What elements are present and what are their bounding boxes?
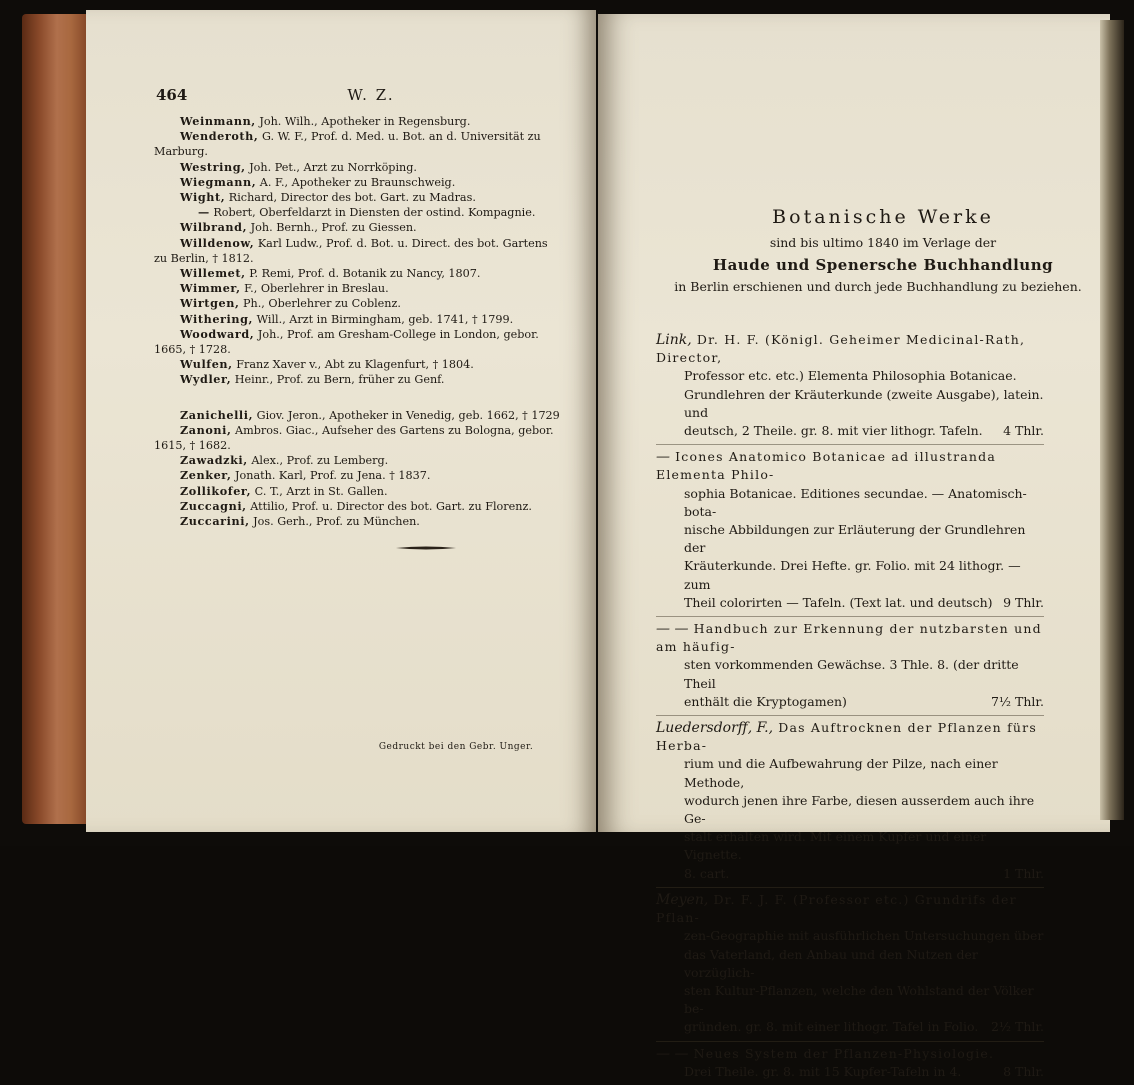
book-line: wodurch jenen ihre Farbe, diesen ausserdem auch ihre Ge- [684,792,1035,827]
entry-row [154,296,599,311]
book-last-line [656,693,1044,711]
entry-continuation: zu Berlin, † 1812. [154,251,254,265]
printer-imprint: Gedruckt bei den Gebr. Unger. [378,742,534,752]
book-first-line [656,891,1044,927]
right-page [598,14,1110,1079]
entry-name: Zawadzki, [180,453,248,468]
entry-text: Richard, Director des bot. Gart. zu Madras. [225,191,476,205]
entry-name: — [198,205,210,220]
book-last-line [656,594,1044,612]
entry-text: Robert, Oberfeldarzt in Diensten der ostind. Kompagnie. [209,206,536,220]
entry-text: C. T., Arzt in St. Gallen. [251,484,388,498]
entry-text: Joh., Prof. am Gresham-College in London, gebor. [254,327,539,341]
entry-row [154,266,599,281]
book-line-text: deutsch, 2 Theile. gr. 8. mit vier lithogr. Tafeln. [684,423,983,439]
entry-row [154,312,599,327]
book-author: Luedersdorff, F., [656,720,774,737]
entry-continuation: 1665, † 1728. [154,343,231,357]
section-gap [154,388,599,408]
left-page [86,10,596,832]
entry-text: Jos. Gerh., Prof. zu München. [249,515,420,529]
book-line-text: gründen. gr. 8. mit einer lithogr. Tafel in Folio. [684,1019,979,1035]
entry-name: Zuccarini, [180,514,250,529]
book-line: Professor etc. etc.) Elementa Philosophia Botanicae. [684,368,1017,384]
book-line: sten vorkommenden Gewächse. 3 Thle. 8. (der dritte Theil [684,657,1019,691]
entry-row [154,453,599,468]
book-line: rium und die Aufbewahrung der Pilze, nach einer Methode, [684,756,998,790]
entry-continuation: 1615, † 1682. [154,439,231,453]
book-line: sten Kultur-Pflanzen, welche den Wohlstand der Völker be- [684,982,1034,1017]
book-author: — [656,449,670,466]
book-line: zen-Geographie mit ausführlichen Untersuchungen über [684,928,1044,944]
entry-name: Wulfen, [180,357,233,372]
book-author: Link, [656,332,692,348]
book-first-line [656,719,1044,755]
book-line: sophia Botanicae. Editiones secundae. — Anatomisch-bota- [684,485,1027,519]
book-entry [656,331,1044,440]
entry-row [154,408,599,423]
book-spine [22,14,92,824]
book-line: nische Abbildungen zur Erläuterung der Grundlehren der [684,522,1026,556]
entry-name: Willemet, [180,266,246,281]
entries-w [154,114,599,388]
book-price: 4 Thlr. [1003,423,1044,439]
book-text: Dr. F. J. F. (Professor etc.) Grundrifs der Pflan- [656,891,1017,926]
entry-name: Wydler, [180,372,232,387]
book-line: stalt erhalten wird. Mit einem Kupfer und einer Vignette. [684,829,987,863]
page-edges [1100,20,1124,820]
entry-name: Wilbrand, [180,220,248,235]
entry-name: Weinmann, [180,114,256,128]
running-title: W. Z. [347,86,395,104]
entry-text: Heinr., Prof. zu Bern, früher zu Genf. [231,373,445,387]
entry-text: G. W. F., Prof. d. Med. u. Bot. an d. Universität zu [258,130,541,144]
book-entry [656,620,1044,711]
publisher-title: Botanische Werke [772,206,994,228]
ornament-rule [396,545,456,551]
book-last-line [656,865,1044,883]
entry-divider [656,444,1044,445]
publisher-location: in Berlin erschienen und durch jede Buchhandlung zu beziehen. [674,279,1082,294]
entry-text: P. Remi, Prof. d. Botanik zu Nancy, 1807. [245,267,481,281]
entry-text: Jonath. Karl, Prof. zu Jena. † 1837. [231,469,431,483]
book-line: das Vaterland, den Anbau und den Nutzen der vorzüglich- [684,946,978,980]
entry-row [154,499,599,514]
book-author: Meyen, [656,891,709,908]
book-text: Das Auftrocknen der Pflanzen fürs Herba- [656,720,1037,754]
book-entry [656,719,1044,883]
entry-text: Joh. Bernh., Prof. zu Giessen. [247,221,417,235]
entry-text: Ambros. Giac., Aufseher des Gartens zu Bologna, gebor. [231,423,554,437]
entry-row [154,190,599,205]
book-first-line [656,448,1044,484]
book-price: 1 Thlr. [1003,865,1044,881]
entry-text: A. F., Apotheker zu Braunschweig. [256,175,456,189]
entry-name: Wimmer, [180,281,241,296]
book-entry [656,448,1044,612]
entry-name: Westring, [180,159,246,174]
entry-row [154,205,599,220]
book-last-line [656,1018,1044,1036]
page-number: 464 [156,86,188,104]
entries-list [154,114,599,529]
entry-name: Withering, [180,311,254,326]
page-header [156,86,586,106]
book-last-line [656,1063,1044,1081]
entry-row [154,175,599,190]
entry-name: Willdenow, [180,235,255,250]
book-price: 9 Thlr. [1003,594,1044,610]
book-first-line [656,1045,1044,1063]
entry-row [154,129,599,144]
entry-continuation: Marburg. [154,145,208,159]
entry-name: Wenderoth, [180,129,259,144]
entry-row [154,281,599,296]
entry-row [154,357,599,372]
entry-name: Zollikofer, [180,483,252,498]
entry-row [154,484,599,499]
book-line-text: enthält die Kryptogamen) [684,693,847,709]
book-author: — — [656,1045,689,1062]
book-entry [656,891,1044,1037]
entry-row [154,114,599,129]
entry-name: Woodward, [180,326,255,341]
book-line: Grundlehren der Kräuterkunde (zweite Ausgabe), latein. und [684,386,1044,420]
book-list [656,331,1044,1085]
entry-row [154,236,599,251]
entry-text: Franz Xaver v., Abt zu Klagenfurt, † 1804. [232,358,474,372]
entries-z [154,408,599,530]
book-text: Handbuch zur Erkennung der nutzbarsten und am häufig- [656,621,1042,655]
book-first-line [656,331,1044,367]
entry-row [154,220,599,235]
entry-name: Zanoni, [180,422,232,437]
entry-name: Zuccagni, [180,498,247,513]
entry-name: Zenker, [180,468,232,483]
book-price: 8 Thlr. [1003,1063,1044,1079]
book-last-line [656,422,1044,440]
entry-text: Will., Arzt in Birmingham, geb. 1741, † 1799. [253,312,514,326]
entry-text: Ph., Oberlehrer zu Coblenz. [239,297,401,311]
book-entry [656,1045,1044,1081]
entry-divider [656,887,1044,888]
entry-row [154,160,599,175]
book-text: Dr. H. F. (Königl. Geheimer Medicinal-Rath, Director, [656,332,1026,366]
entry-text: Joh. Pet., Arzt zu Norrköping. [245,160,417,174]
book-line-text: Drei Theile. gr. 8. mit 15 Kupfer-Tafeln in 4. [684,1063,962,1079]
book-text: Neues System der Pflanzen-Physiologie. [688,1045,995,1061]
entry-divider [656,715,1044,716]
entry-text: F., Oberlehrer in Breslau. [240,282,389,296]
entry-text: Karl Ludw., Prof. d. Bot. u. Direct. des bot. Gartens [254,236,548,250]
entry-name: Zanichelli, [180,407,254,422]
entry-name: Wiegmann, [180,174,257,189]
book-line: Kräuterkunde. Drei Hefte. gr. Folio. mit 24 lithogr. — zum [684,558,1021,592]
entry-row [154,468,599,483]
book-first-line [656,620,1044,656]
entry-text: Attilio, Prof. u. Director des bot. Gart. zu Florenz. [246,499,532,513]
entry-text: Giov. Jeron., Apotheker in Venedig, geb. 1662, † 1729 [253,408,560,422]
entry-divider [656,1041,1044,1042]
entry-text: Joh. Wilh., Apotheker in Regensburg. [255,115,471,128]
book-line-text: 8. cart. [684,865,730,881]
book-author: — — [656,621,689,638]
entry-text: Alex., Prof. zu Lemberg. [247,454,389,468]
entry-name: Wight, [180,190,226,205]
book-price: 2½ Thlr. [990,1019,1044,1035]
book-price: 7½ Thlr. [990,693,1044,709]
entry-row [154,423,599,438]
publisher-subtitle: sind bis ultimo 1840 im Verlage der [769,235,997,250]
entry-name: Wirtgen, [180,296,240,311]
entry-row [154,327,599,342]
book-text: Icones Anatomico Botanicae ad illustranda Elementa Philo- [656,449,997,483]
entry-row [154,514,599,529]
entry-row [154,372,599,387]
book-line-text: Theil colorirten — Tafeln. (Text lat. und deutsch) [684,594,993,610]
entry-divider [656,616,1044,617]
publisher-name: Haude und Spenersche Buchhandlung [712,256,1054,274]
